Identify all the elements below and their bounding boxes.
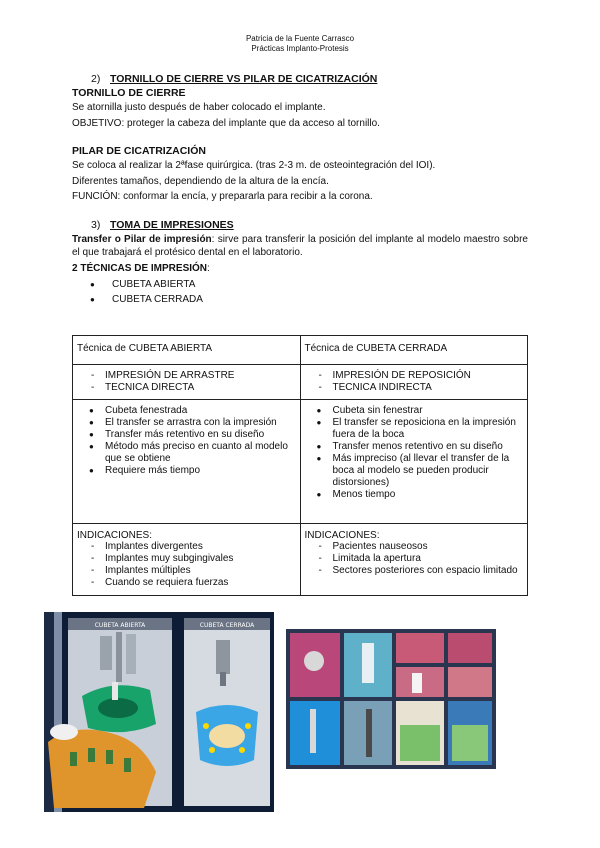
list-item: ● Requiere más tiempo xyxy=(77,465,296,477)
col2-features-cell xyxy=(300,400,528,524)
list-item: - Cuando se requiera fuerzas xyxy=(77,577,296,589)
clinical-sequence-photo xyxy=(286,629,496,769)
impression-techniques-photo xyxy=(44,612,274,812)
col1-type-cell xyxy=(73,365,301,400)
tecnicas-heading-label: 2 TÉCNICAS DE IMPRESIÓN xyxy=(72,263,208,274)
list-item: ● Menos tiempo xyxy=(305,489,524,501)
list-item: - TECNICA INDIRECTA xyxy=(305,382,524,394)
list-item: ● Cubeta sin fenestrar xyxy=(305,405,524,417)
col1-header: Técnica de CUBETA ABIERTA xyxy=(73,336,301,365)
list-item: ● El transfer se arrastra con la impresión xyxy=(77,417,296,429)
cubeta-cerrada-label: CUBETA CERRADA xyxy=(199,622,255,629)
list-item: ● Más impreciso (al llevar el transfer de la boca al modelo se pueden producir distorsiones) xyxy=(305,453,524,489)
page-header xyxy=(0,34,600,54)
section-2-number: 2) xyxy=(91,73,101,85)
list-item: - Limitada la apertura xyxy=(305,553,524,565)
list-item: ● El transfer se reposiciona en la impresión fuera de la boca xyxy=(305,417,524,441)
list-item: ● Método más preciso en cuanto al modelo que se obtiene xyxy=(77,441,296,465)
pilar-heading: PILAR DE CICATRIZACIÓN xyxy=(72,145,206,157)
col2-header: Técnica de CUBETA CERRADA xyxy=(300,336,528,365)
col2-indications-cell xyxy=(300,524,528,596)
list-item: ● Transfer menos retentivo en su diseño xyxy=(305,441,524,453)
section-3-title: TOMA DE IMPRESIONES xyxy=(110,219,234,231)
comparison-table xyxy=(72,335,528,596)
list-item: - Implantes muy subgingivales xyxy=(77,553,296,565)
tecnicas-heading xyxy=(72,263,210,274)
col2-type-cell xyxy=(300,365,528,400)
list-item: - Pacientes nauseosos xyxy=(305,541,524,553)
transfer-term: Transfer o Pilar de impresión xyxy=(72,234,212,245)
cubeta-abierta-label: CUBETA ABIERTA xyxy=(94,622,146,629)
list-item: ● CUBETA ABIERTA xyxy=(90,277,203,292)
section-3-number: 3) xyxy=(91,219,101,231)
indications-label: INDICACIONES: xyxy=(77,530,153,541)
list-item: - Implantes múltiples xyxy=(77,565,296,577)
tecnicas-heading-colon: : xyxy=(207,263,210,274)
table-row xyxy=(73,365,528,400)
table-row xyxy=(73,524,528,596)
pilar-line-3: FUNCIÓN: conformar la encía, y prepararla para recibir a la corona. xyxy=(72,191,373,202)
section-2-title: TORNILLO DE CIERRE VS PILAR DE CICATRIZACIÓN xyxy=(110,73,378,85)
author-name: Patricia de la Fuente Carrasco xyxy=(245,34,355,43)
pilar-line-2: Diferentes tamaños, dependiendo de la altura de la encía. xyxy=(72,176,329,187)
list-item: - IMPRESIÓN DE ARRASTRE xyxy=(77,370,296,382)
table-row xyxy=(73,400,528,524)
list-item: ● Cubeta fenestrada xyxy=(77,405,296,417)
tornillo-heading: TORNILLO DE CIERRE xyxy=(72,87,186,99)
tornillo-line-2: OBJETIVO: proteger la cabeza del implante que da acceso al tornillo. xyxy=(72,118,380,129)
document-subtitle: Prácticas Implanto-Protesis xyxy=(251,44,349,53)
transfer-definition: : sirve para transferir la posición del implante al modelo maestro sobre el que trabajará el protésico dental en el laboratorio. xyxy=(72,234,528,258)
indications-label: INDICACIONES: xyxy=(304,530,380,541)
list-item: - Implantes divergentes xyxy=(77,541,296,553)
tecnicas-list xyxy=(90,277,203,307)
table-row xyxy=(73,336,528,365)
col1-features-cell xyxy=(73,400,301,524)
list-item: ● Transfer más retentivo en su diseño xyxy=(77,429,296,441)
col1-indications-cell xyxy=(73,524,301,596)
transfer-paragraph xyxy=(72,233,528,259)
pilar-line-1: Se coloca al realizar la 2ªfase quirúrgica. (tras 2-3 m. de osteointegración del IOI). xyxy=(72,160,436,171)
list-item: - Sectores posteriores con espacio limitado xyxy=(305,565,524,577)
list-item: ● CUBETA CERRADA xyxy=(90,292,203,307)
list-item: - IMPRESIÓN DE REPOSICIÓN xyxy=(305,370,524,382)
tornillo-line-1: Se atornilla justo después de haber colocado el implante. xyxy=(72,102,326,113)
list-item: - TECNICA DIRECTA xyxy=(77,382,296,394)
